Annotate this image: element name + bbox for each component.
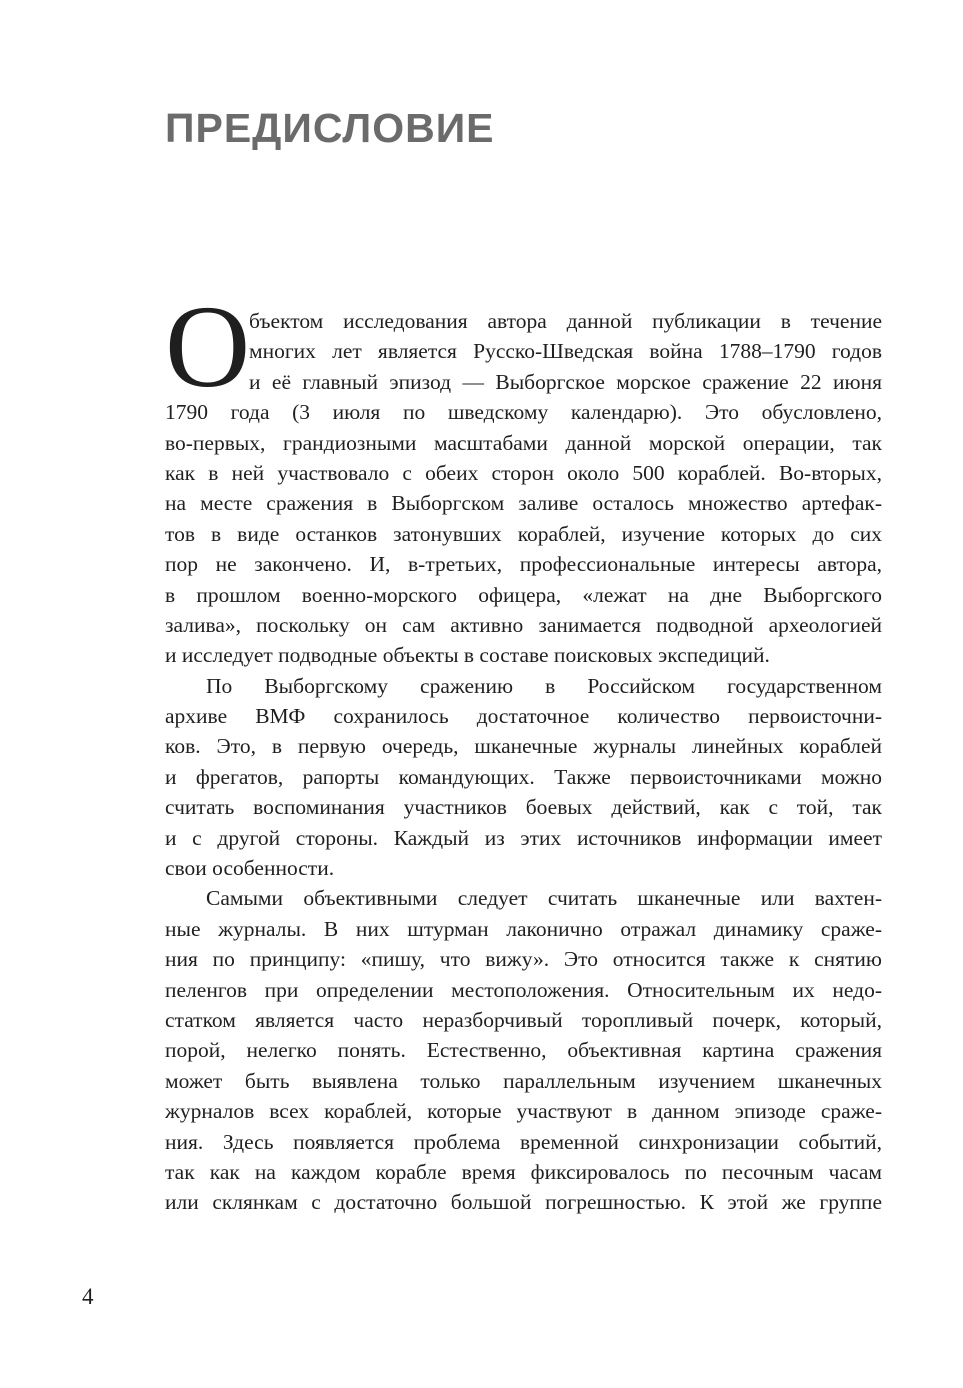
- paragraph-2-line: ков. Это, в первую очередь, шканечные журналы линейных кораблей: [165, 734, 882, 759]
- paragraph-3-line: статком является часто неразборчивый торопливый почерк, который,: [165, 1007, 882, 1032]
- paragraph-3-line: пеленгов при определении местоположения. Относительным их недо-: [165, 977, 882, 1002]
- paragraph-1-line: тов в виде останков затонувших кораблей, изучение которых до сих: [165, 521, 882, 546]
- paragraph-1-line: залива», поскольку он сам активно занимается подводной археологией: [165, 612, 882, 637]
- page-number: 4: [82, 1284, 94, 1309]
- paragraph-3-line: журналов всех кораблей, которые участвуют в данном эпизоде сраже-: [165, 1099, 882, 1124]
- paragraph-2-line: и с другой стороны. Каждый из этих источников информации имеет: [165, 825, 882, 850]
- paragraph-2-line: свои особенности.: [165, 856, 335, 881]
- paragraph-1-line: в прошлом военно-морского офицера, «лежат на дне Выборгского: [165, 582, 882, 607]
- paragraph-2-line: считать воспоминания участников боевых действий, как с той, так: [165, 795, 882, 820]
- paragraph-2-line: По Выборгскому сражению в Российском государственном: [206, 673, 882, 698]
- drop-cap: О: [165, 281, 251, 412]
- paragraph-1-line: бъектом исследования автора данной публикации в течение: [249, 309, 882, 333]
- paragraph-1-line: и её главный эпизод — Выборгское морское сражение 22 июня: [249, 369, 882, 394]
- paragraph-2-line: архиве ВМФ сохранилось достаточное количество первоисточни-: [165, 704, 882, 729]
- paragraph-1-line: многих лет является Русско-Шведская война 1788–1790 годов: [249, 339, 882, 364]
- paragraph-3-line: Самыми объективными следует считать шканечные или вахтен-: [206, 886, 882, 911]
- paragraph-3-line: ния. Здесь появляется проблема временной синхронизации событий,: [165, 1129, 882, 1154]
- paragraph-3-line: так как на каждом корабле время фиксировалось по песочным часам: [165, 1159, 882, 1184]
- paragraph-3-line: или склянкам с достаточно большой погрешностью. К этой же группе: [165, 1190, 882, 1215]
- paragraph-1-line: 1790 года (3 июля по шведскому календарю). Это обусловлено,: [165, 400, 882, 425]
- paragraph-3-line: может быть выявлена только параллельным изучением шканечных: [165, 1068, 882, 1093]
- paragraph-1-line: во-первых, грандиозными масштабами данной морской операции, так: [165, 430, 882, 455]
- page-title: ПРЕДИСЛОВИЕ: [165, 105, 495, 151]
- body-text: [165, 306, 882, 1218]
- paragraph-1-line: пор не закончено. И, в-третьих, профессиональные интересы автора,: [165, 552, 882, 577]
- paragraph-3-line: ные журналы. В них штурман лаконично отражал динамику сраже-: [165, 916, 882, 941]
- paragraph-1-line: и исследует подводные объекты в составе поисковых экспедиций.: [165, 643, 770, 668]
- paragraph-3-line: ния по принципу: «пишу, что вижу». Это относится также к снятию: [165, 947, 882, 972]
- paragraph-1-line: на месте сражения в Выборгском заливе осталось множество артефак-: [165, 491, 882, 516]
- paragraph-2-line: и фрегатов, рапорты командующих. Также первоисточниками можно: [165, 764, 882, 789]
- paragraph-1-line: как в ней участвовало с обеих сторон около 500 кораблей. Во-вторых,: [165, 460, 882, 485]
- paragraph-3-line: порой, нелегко понять. Естественно, объективная картина сражения: [165, 1038, 882, 1063]
